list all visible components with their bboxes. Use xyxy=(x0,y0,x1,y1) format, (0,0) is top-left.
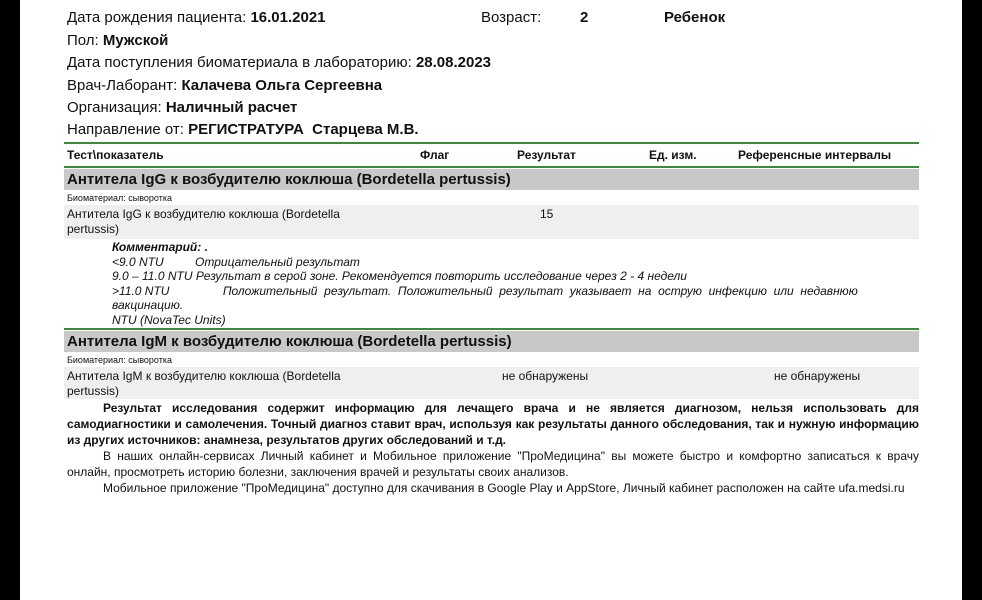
comment-positive-range: >11.0 NTU xyxy=(112,284,170,298)
test-name-igm xyxy=(67,369,341,399)
comment-negative-text: Отрицательный результат xyxy=(195,255,360,269)
comment-positive xyxy=(112,284,919,298)
col-header-test: Тест\показатель xyxy=(67,148,164,162)
organization-row xyxy=(67,99,297,116)
col-header-result: Результат xyxy=(517,148,576,162)
test-name-igg-line2: pertussis) xyxy=(67,222,120,236)
table-top-divider xyxy=(64,142,919,144)
referral-label: Направление от: xyxy=(67,121,184,138)
reference-value-igm: не обнаружены xyxy=(774,369,861,383)
comment-units: NTU (NovaTec Units) xyxy=(112,313,226,327)
age-label: Возраст: xyxy=(481,9,542,26)
mobile-app-text: Мобильное приложение "ПроМедицина" доступно для скачивания в Google Play и AppStore, Личный кабинет расположен на сайте ufa.medsi.ru xyxy=(103,481,905,495)
col-header-flag: Флаг xyxy=(420,148,450,162)
comment-positive-text: Положительный результат. Положительный результат указывает на острую инфекцию или недавнюю xyxy=(222,284,858,298)
section-divider xyxy=(64,328,919,330)
patient-category: Ребенок xyxy=(664,9,726,26)
section-title-igm: Антитела IgM к возбудителю коклюша (Bordetella pertussis) xyxy=(64,331,919,352)
disclaimer-text: Результат исследования содержит информацию для лечащего врача и не является диагнозом, нельзя использовать для самодиагностики и самолечения. Точный диагноз ставит врач, используя как результаты данного обследования, так и нужную информацию из других источников: анамнеза, результатов других обследований и т.д. xyxy=(67,401,919,447)
test-name-igm-line2: pertussis) xyxy=(67,384,120,398)
biomaterial-igm: Биоматериал: сыворотка xyxy=(67,355,172,365)
doctor-value: Калачева Ольга Сергеевна xyxy=(181,77,383,94)
col-header-unit: Ед. изм. xyxy=(649,148,697,162)
arrival-label: Дата поступления биоматериала в лабораторию: xyxy=(67,54,412,71)
referral-row xyxy=(67,121,419,138)
section-title-igg: Антитела IgG к возбудителю коклюша (Bordetella pertussis) xyxy=(64,169,919,190)
birth-date-row xyxy=(67,9,326,26)
doctor-row xyxy=(67,77,382,94)
test-name-igg-line1: Антитела IgG к возбудителю коклюша (Bordetella xyxy=(67,207,340,221)
result-value-igm: не обнаружены xyxy=(502,369,589,383)
comment-vaccination: вакцинацию. xyxy=(112,298,184,312)
birth-date-label: Дата рождения пациента: xyxy=(67,9,247,26)
test-name-igg xyxy=(67,207,340,237)
organization-value: Наличный расчет xyxy=(165,99,298,116)
test-name-igm-line1: Антитела IgM к возбудителю коклюша (Bordetella xyxy=(67,369,341,383)
sex-value: Мужской xyxy=(102,32,169,49)
comment-negative xyxy=(112,255,360,269)
sex-row xyxy=(67,32,168,49)
online-services-text: В наших онлайн-сервисах Личный кабинет и Мобильное приложение "ПроМедицина" вы можете быстро и комфортно записаться к врачу онлайн, просмотреть историю болезни, заключения врачей и результаты своих анализов. xyxy=(67,449,919,479)
referral-value: РЕГИСТРАТУРА Старцева М.В. xyxy=(188,121,419,138)
result-value-igg: 15 xyxy=(540,207,554,221)
birth-date-value: 16.01.2021 xyxy=(250,9,326,26)
doctor-label: Врач-Лаборант: xyxy=(67,77,178,94)
age-value: 2 xyxy=(580,9,589,26)
comment-grey-zone: 9.0 – 11.0 NTU Результат в серой зоне. Рекомендуется повторить исследование через 2 - 4 недели xyxy=(112,269,687,283)
comment-title: Комментарий: . xyxy=(112,240,208,254)
biomaterial-igg: Биоматериал: сыворотка xyxy=(67,193,172,203)
document-page xyxy=(20,0,962,600)
col-header-reference: Референсные интервалы xyxy=(738,148,892,162)
table-header-divider xyxy=(64,166,919,168)
arrival-row xyxy=(67,54,491,71)
organization-label: Организация: xyxy=(67,99,162,116)
sex-label: Пол: xyxy=(67,32,99,49)
arrival-value: 28.08.2023 xyxy=(415,54,492,71)
comment-negative-range: <9.0 NTU xyxy=(112,255,164,269)
